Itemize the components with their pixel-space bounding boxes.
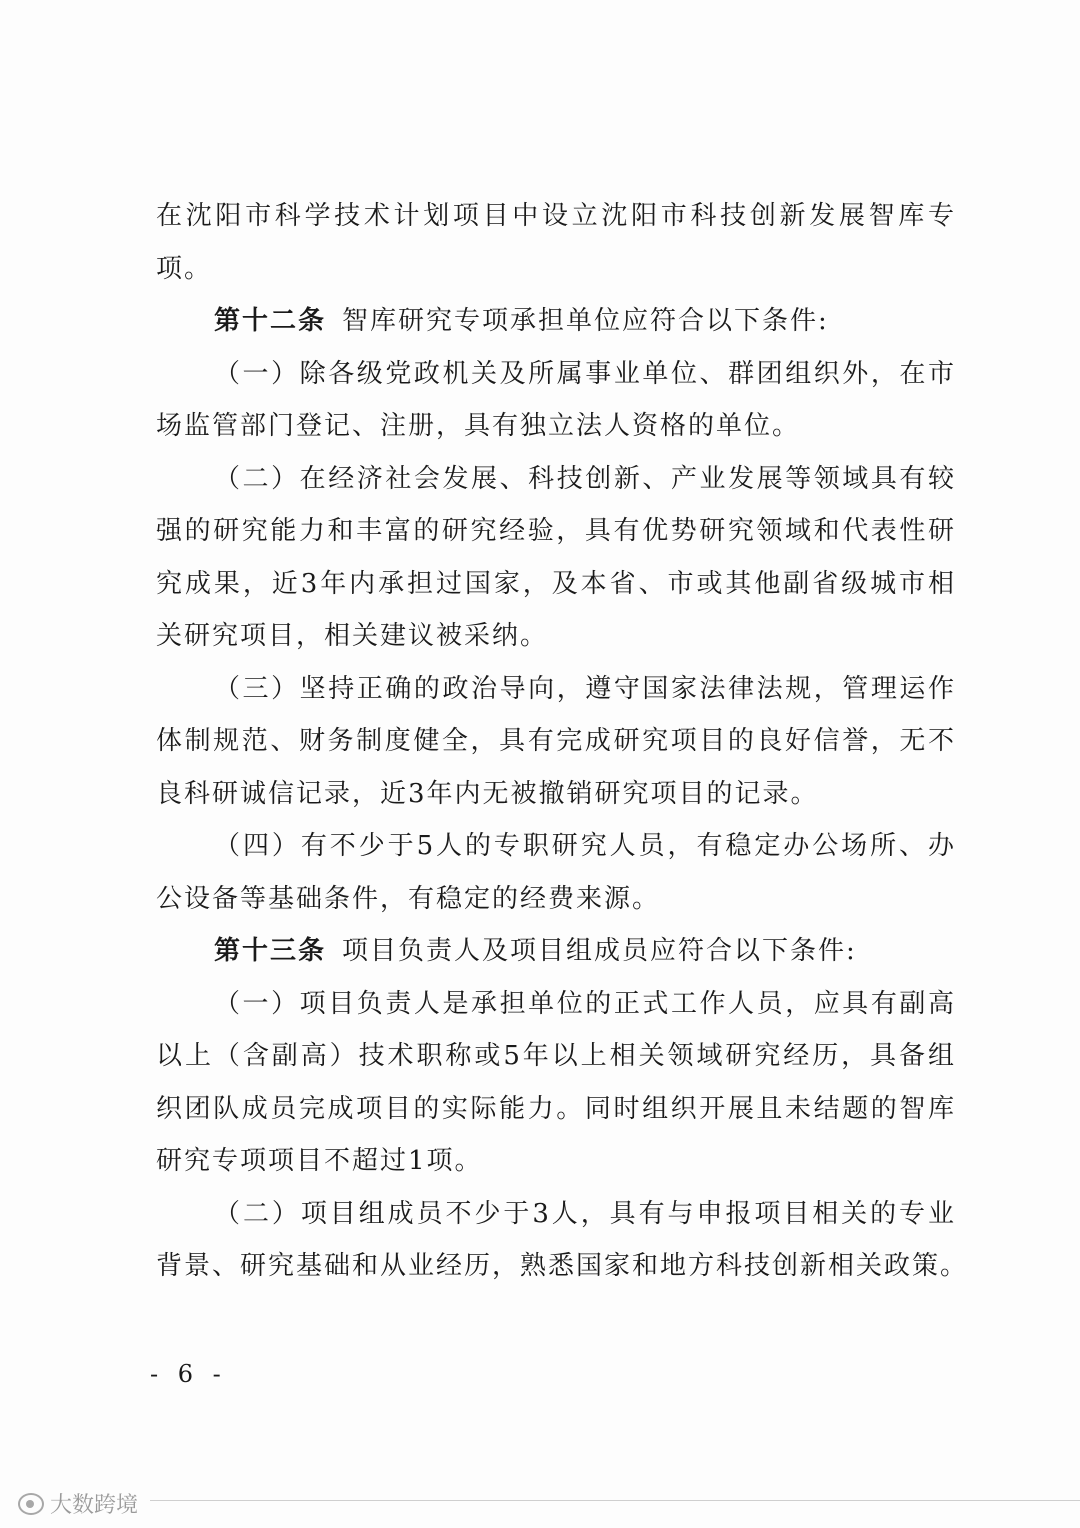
line-text: （一）项目负责人是承担单位的正式工作人员，应具有副高 bbox=[214, 988, 956, 1019]
line-text: 关研究项目，相关建议被采纳。 bbox=[156, 621, 549, 651]
paragraph-line bbox=[156, 505, 956, 558]
line-text: 良科研诚信记录，近3年内无被撤销研究项目的记录。 bbox=[156, 778, 819, 809]
paragraph-line bbox=[156, 768, 956, 821]
paragraph-line bbox=[156, 243, 956, 296]
paragraph-line bbox=[156, 453, 956, 506]
line-text: 场监管部门登记、注册，具有独立法人资格的单位。 bbox=[156, 411, 801, 441]
bottom-rule bbox=[150, 1500, 1080, 1501]
line-text: 以上（含副高）技术职称或5年以上相关领域研究经历，具备组 bbox=[156, 1041, 956, 1071]
line-text: 强的研究能力和丰富的研究经验，具有优势研究领域和代表性研 bbox=[156, 516, 956, 546]
paragraph-line bbox=[156, 400, 956, 453]
paragraph-line bbox=[156, 1188, 956, 1241]
article-line bbox=[156, 295, 956, 348]
line-text: 织团队成员完成项目的实际能力。同时组织开展且未结题的智库 bbox=[156, 1093, 956, 1124]
article-number: 第十二条 bbox=[214, 306, 327, 336]
article-line bbox=[156, 925, 956, 978]
line-text: 智库研究专项承担单位应符合以下条件: bbox=[342, 306, 829, 336]
line-text: 研究专项项目不超过1项。 bbox=[156, 1146, 483, 1176]
watermark bbox=[18, 1488, 138, 1519]
line-text: 在沈阳市科学技术计划项目中设立沈阳市科技创新发展智库专 bbox=[156, 201, 956, 231]
paragraph-line bbox=[156, 663, 956, 716]
line-text: （四）有不少于5人的专职研究人员，有稳定办公场所、办 bbox=[214, 831, 956, 861]
weibo-logo-icon bbox=[18, 1493, 44, 1515]
paragraph-line bbox=[156, 978, 956, 1031]
paragraph-line bbox=[156, 1135, 956, 1188]
paragraph-line bbox=[156, 610, 956, 663]
paragraph-line bbox=[156, 873, 956, 926]
line-text: （三）坚持正确的政治导向，遵守国家法律法规，管理运作 bbox=[214, 673, 956, 704]
watermark-text: 大数跨境 bbox=[50, 1493, 139, 1518]
line-text: （二）在经济社会发展、科技创新、产业发展等领域具有较 bbox=[214, 463, 956, 494]
paragraph-line bbox=[156, 820, 956, 873]
line-text: 背景、研究基础和从业经历，熟悉国家和地方科技创新相关政策。 bbox=[156, 1251, 969, 1281]
line-text: （二）项目组成员不少于3人，具有与申报项目相关的专业 bbox=[214, 1198, 956, 1229]
document-body bbox=[156, 190, 969, 1293]
paragraph-line bbox=[156, 190, 956, 243]
paragraph-line bbox=[156, 348, 956, 401]
line-text: 究成果，近3年内承担过国家，及本省、市或其他副省级城市相 bbox=[156, 568, 956, 599]
paragraph-line bbox=[156, 1240, 969, 1293]
line-text: （一）除各级党政机关及所属事业单位、群团组织外，在市 bbox=[214, 358, 956, 389]
paragraph-line bbox=[156, 715, 956, 768]
line-text: 项目负责人及项目组成员应符合以下条件: bbox=[342, 936, 857, 966]
line-text: 公设备等基础条件，有稳定的经费来源。 bbox=[156, 883, 661, 914]
paragraph-line bbox=[156, 1030, 956, 1083]
line-text: 项。 bbox=[156, 253, 213, 284]
line-text: 体制规范、财务制度健全，具有完成研究项目的良好信誉，无不 bbox=[156, 726, 956, 756]
paragraph-line bbox=[156, 558, 956, 611]
paragraph-line bbox=[156, 1083, 956, 1136]
article-number: 第十三条 bbox=[214, 936, 327, 966]
page-number: - 6 - bbox=[150, 1360, 227, 1388]
